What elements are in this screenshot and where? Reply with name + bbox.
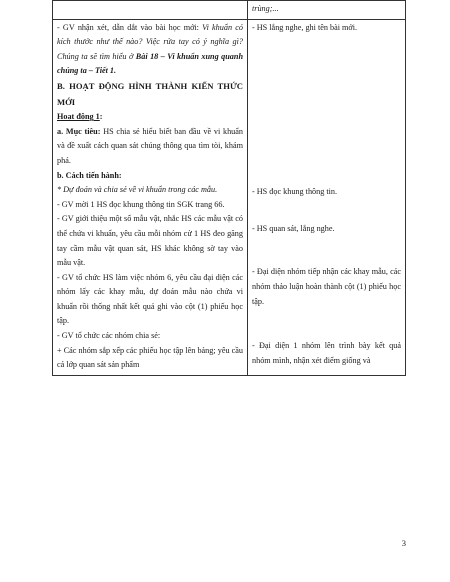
paragraph-text: - GV tổ chức các nhóm chia sẻ:	[57, 331, 161, 341]
teacher-paragraph	[57, 271, 243, 329]
paragraph-text: :	[99, 112, 103, 122]
paragraph-text: b. Cách tiến hành:	[57, 170, 122, 180]
paragraph-text: Vi khuẩn có kích thước như thế nào? Việc rửa tay có ý nghĩa gì? Chúng ta sẽ tìm hiểu ở	[57, 22, 243, 61]
lesson-plan-table	[52, 0, 406, 376]
carryover-text: trùng;...	[252, 4, 279, 13]
paragraph-text: B. HOẠT ĐỘNG HÌNH THÀNH KIẾN THỨC MỚI	[57, 80, 243, 107]
student-response: - HS đọc khung thông tin.	[252, 187, 338, 197]
student-activity-cell	[248, 1, 406, 20]
teacher-paragraph	[57, 110, 243, 125]
student-response: - HS lắng nghe, ghi tên bài mới.	[252, 22, 358, 32]
paragraph-text: + Các nhóm sắp xếp các phiếu học tập lên bảng; yêu cầu cả lớp quan sát sản phẩm	[57, 345, 243, 370]
teacher-activity-cell	[53, 19, 248, 375]
paragraph-text: HS chia sẻ hiểu biết ban đầu về vi khuẩn và đề xuất cách quan sát chúng thông qua tìm tòi, khám phá.	[57, 126, 243, 165]
student-response: - Đại diện 1 nhóm lên trình bày kết quả nhóm mình, nhận xét điểm giống và	[252, 341, 401, 365]
page-number: 3	[401, 538, 406, 548]
paragraph-text: - GV mời 1 HS đọc khung thông tin SGK trang 66.	[57, 199, 225, 209]
teacher-paragraph	[57, 183, 243, 198]
student-response: - HS quan sát, lắng nghe.	[252, 223, 335, 233]
teacher-paragraph	[57, 329, 243, 344]
student-response: - Đại diện nhóm tiếp nhận các khay mẫu, các nhóm thảo luận hoàn thành cột (1) phiếu học tập.	[252, 267, 401, 306]
teacher-paragraph	[57, 125, 243, 169]
teacher-activity-cell	[53, 1, 248, 20]
paragraph-text: Hoạt động 1	[57, 112, 100, 122]
table-row	[53, 19, 406, 375]
paragraph-text: * Dự đoán và chia sẻ về vi khuẩn trong các mẫu.	[57, 185, 218, 195]
teacher-paragraph	[57, 21, 243, 79]
teacher-paragraph	[57, 79, 243, 110]
paragraph-text: - GV nhận xét, dẫn dắt vào bài học mới:	[57, 22, 203, 32]
paragraph-text: Bài 18 – Vi khuẩn xung quanh chúng ta – Tiết 1.	[57, 51, 243, 76]
table-row	[53, 1, 406, 20]
teacher-paragraph	[57, 169, 243, 184]
teacher-paragraph	[57, 212, 243, 270]
paragraph-text: - GV giới thiệu một số mẫu vật, nhắc HS các mẫu vật có thể chứa vi khuẩn, yêu cầu mỗi nhóm cử 1 HS đeo găng tay cầm mẫu vật quan sát, HS khác không sờ tay vào mẫu vật.	[57, 214, 243, 268]
student-activity-cell	[248, 19, 406, 375]
teacher-paragraph	[57, 344, 243, 373]
paragraph-text: a. Mục tiêu:	[57, 126, 104, 136]
teacher-paragraph	[57, 198, 243, 213]
paragraph-text: - GV tổ chức HS làm việc nhóm 6, yêu cầu đại diện các nhóm lấy các khay mẫu, dự đoán mẫu nào chứa vi khuẩn rồi thống nhất kết quả ghi vào cột (1) phiếu học tập.	[57, 272, 243, 326]
